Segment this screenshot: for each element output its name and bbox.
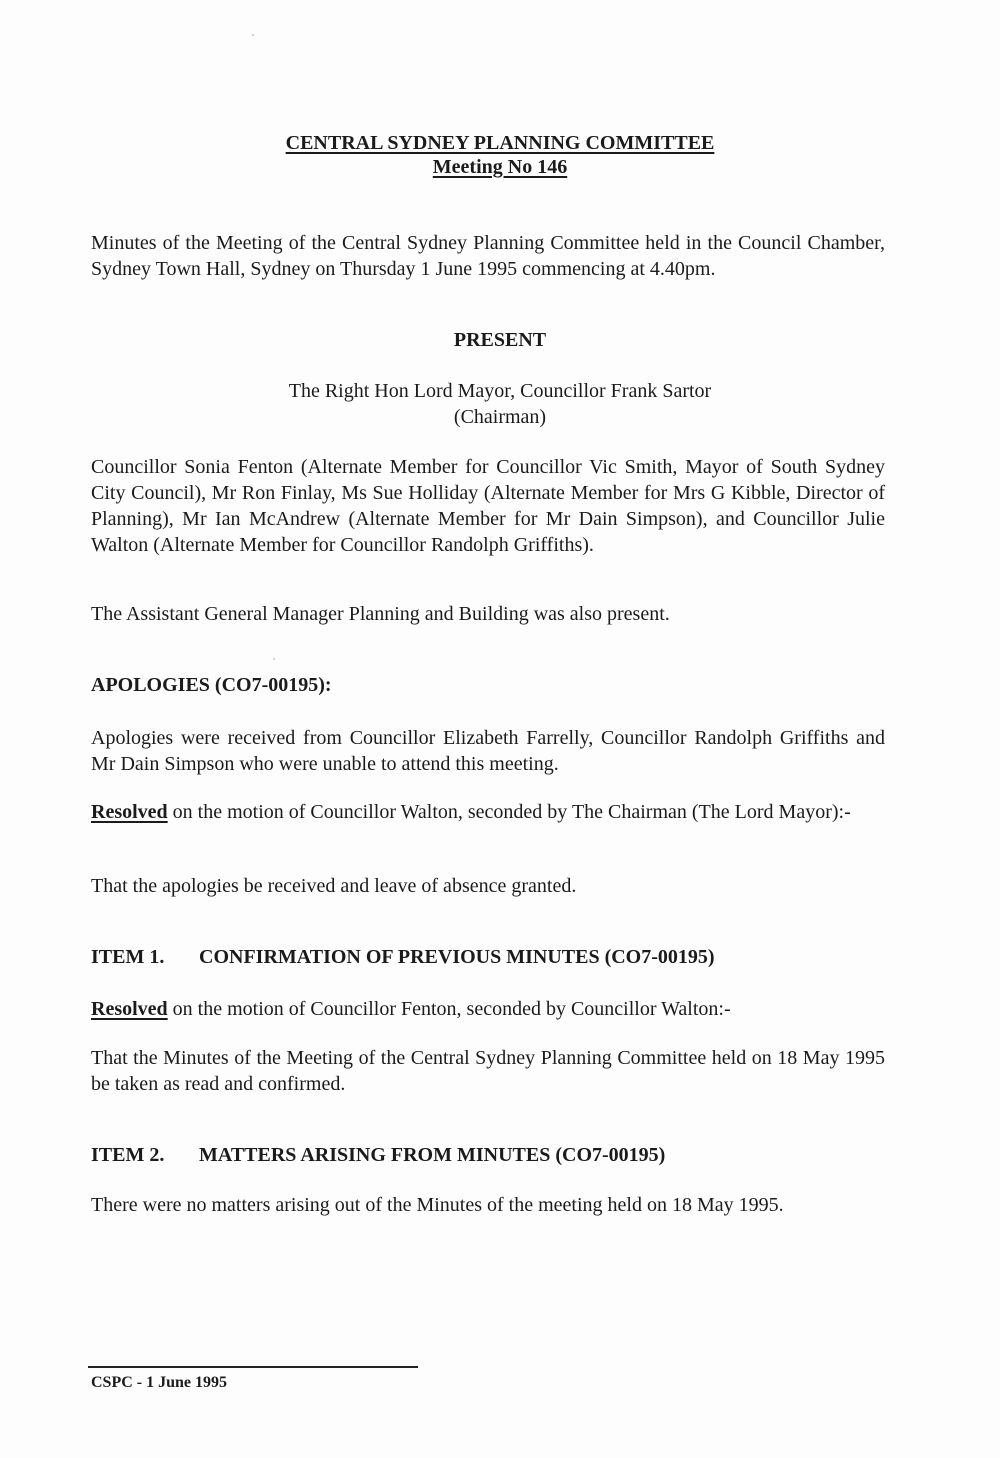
present-heading: PRESENT: [453, 329, 547, 351]
intro-paragraph: Minutes of the Meeting of the Central Sydney Planning Committee held in the Council Chamber, Sydney Town Hall, Sydney on Thursday 1 June 1995 commencing at 4.40pm.: [91, 232, 885, 280]
resolved-label: Resolved: [91, 998, 168, 1020]
apologies-resolution: That the apologies be received and leave of absence granted.: [91, 875, 577, 897]
item1-heading: [91, 946, 715, 969]
item1-resolved-paragraph: [91, 996, 885, 1022]
also-present-paragraph: The Assistant General Manager Planning and Building was also present.: [91, 603, 670, 625]
item2-number: ITEM 2.: [91, 1144, 165, 1166]
item1-number: ITEM 1.: [91, 946, 165, 968]
resolved-motion-text: on the motion of Councillor Fenton, seconded by Councillor Walton:-: [167, 998, 731, 1020]
item2-heading: [91, 1144, 665, 1167]
meeting-number: Meeting No 146: [432, 156, 568, 178]
chairman-role: (Chairman): [453, 406, 547, 428]
chairman-name: The Right Hon Lord Mayor, Councillor Frank Sartor: [288, 380, 712, 402]
item1-title: CONFIRMATION OF PREVIOUS MINUTES (CO7-00195): [199, 946, 715, 968]
item2-paragraph: There were no matters arising out of the Minutes of the meeting held on 18 May 1995.: [91, 1194, 784, 1216]
apologies-paragraph: Apologies were received from Councillor Elizabeth Farrelly, Councillor Randolph Griffiths and Mr Dain Simpson who were unable to attend this meeting.: [91, 727, 885, 775]
document-title: CENTRAL SYDNEY PLANNING COMMITTEE: [285, 132, 715, 154]
scan-speck: [273, 658, 275, 660]
apologies-heading: APOLOGIES (CO7-00195):: [91, 674, 332, 696]
footer-divider: [88, 1366, 418, 1368]
resolved-motion-text: on the motion of Councillor Walton, seconded by The Chairman (The Lord Mayor):-: [167, 801, 851, 823]
apologies-resolved-paragraph: [91, 799, 885, 825]
item2-title: MATTERS ARISING FROM MINUTES (CO7-00195): [199, 1144, 666, 1166]
footer-label: CSPC - 1 June 1995: [91, 1374, 228, 1391]
scan-speck: [252, 34, 254, 36]
item1-resolution: That the Minutes of the Meeting of the Central Sydney Planning Committee held on 18 May 1995 be taken as read and confirmed.: [91, 1047, 885, 1095]
members-paragraph: Councillor Sonia Fenton (Alternate Member for Councillor Vic Smith, Mayor of South Sydney City Council), Mr Ron Finlay, Ms Sue Holliday (Alternate Member for Mrs G Kibble, Director of Planning), Mr Ian McAndrew (Alternate Member for Mr Dain Simpson), and Councillor Julie Walton (Alternate Member for Councillor Randolph Griffiths).: [91, 456, 885, 556]
resolved-label: Resolved: [91, 801, 168, 823]
